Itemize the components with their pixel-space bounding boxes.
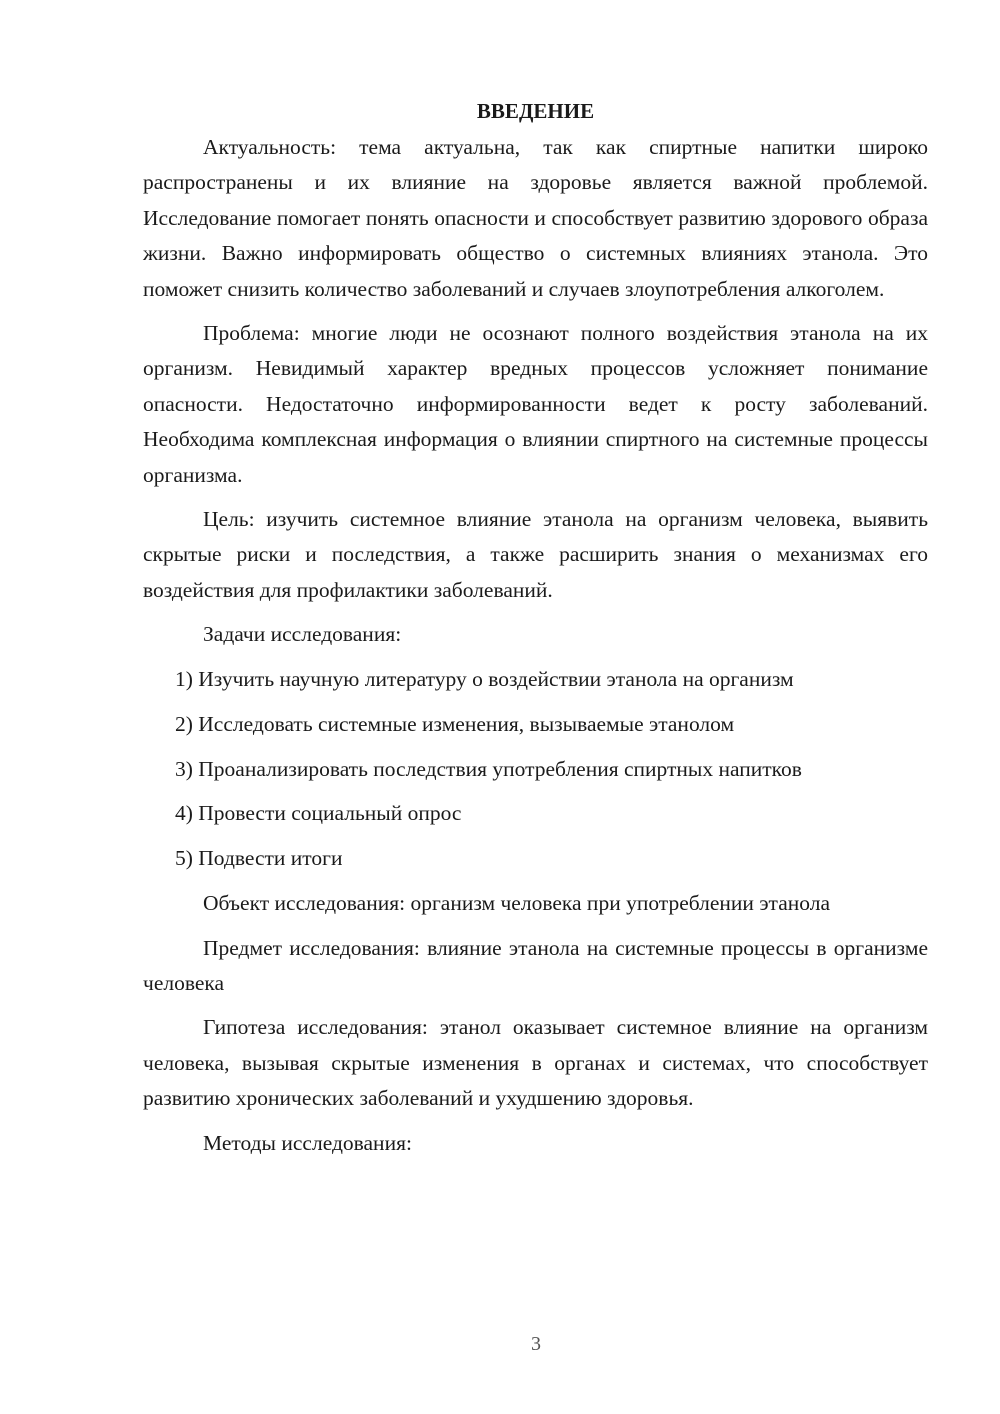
task-item: 3) Проанализировать последствия употребления спиртных напитков <box>175 756 802 781</box>
tasks-list <box>143 662 928 877</box>
goal-paragraph: Цель: изучить системное влияние этанола на организм человека, выявить скрытые риски и последствия, а также расширить знания о механизмах его воздействия для профилактики заболеваний. <box>143 507 928 602</box>
page-number: 3 <box>531 1333 541 1355</box>
task-item: 2) Исследовать системные изменения, вызываемые этанолом <box>175 711 735 736</box>
object-paragraph: Объект исследования: организм человека при употреблении этанола <box>203 891 830 916</box>
subject-paragraph: Предмет исследования: влияние этанола на системные процессы в организме человека <box>143 935 928 996</box>
task-item: 5) Подвести итоги <box>175 846 343 871</box>
task-item: 4) Провести социальный опрос <box>175 801 462 826</box>
relevance-paragraph: Актуальность: тема актуальна, так как спиртные напитки широко распространены и их влияние на здоровье является важной проблемой. Исследование помогает понять опасности и способствует развитию здорового образа жизни. Важно информировать общество о системных влияниях этанола. Это поможет снизить количество заболеваний и случаев злоупотребления алкоголем. <box>143 135 928 301</box>
section-title: ВВЕДЕНИЕ <box>476 99 595 123</box>
tasks-heading: Задачи исследования: <box>203 622 402 647</box>
task-item: 1) Изучить научную литературу о воздействии этанола на организм <box>175 666 794 691</box>
methods-heading: Методы исследования: <box>203 1130 412 1155</box>
problem-paragraph: Проблема: многие люди не осознают полного воздействия этанола на их организм. Невидимый характер вредных процессов усложняет понимание опасности. Недостаточно информированности ведет к росту заболеваний. Необходима комплексная информация о влиянии спиртного на системные процессы организма. <box>143 321 928 487</box>
document-page <box>143 96 928 1161</box>
hypothesis-paragraph: Гипотеза исследования: этанол оказывает системное влияние на организм человека, вызывая скрытые изменения в органах и системах, что способствует развитию хронических заболеваний и ухудшению здоровья. <box>143 1015 928 1111</box>
